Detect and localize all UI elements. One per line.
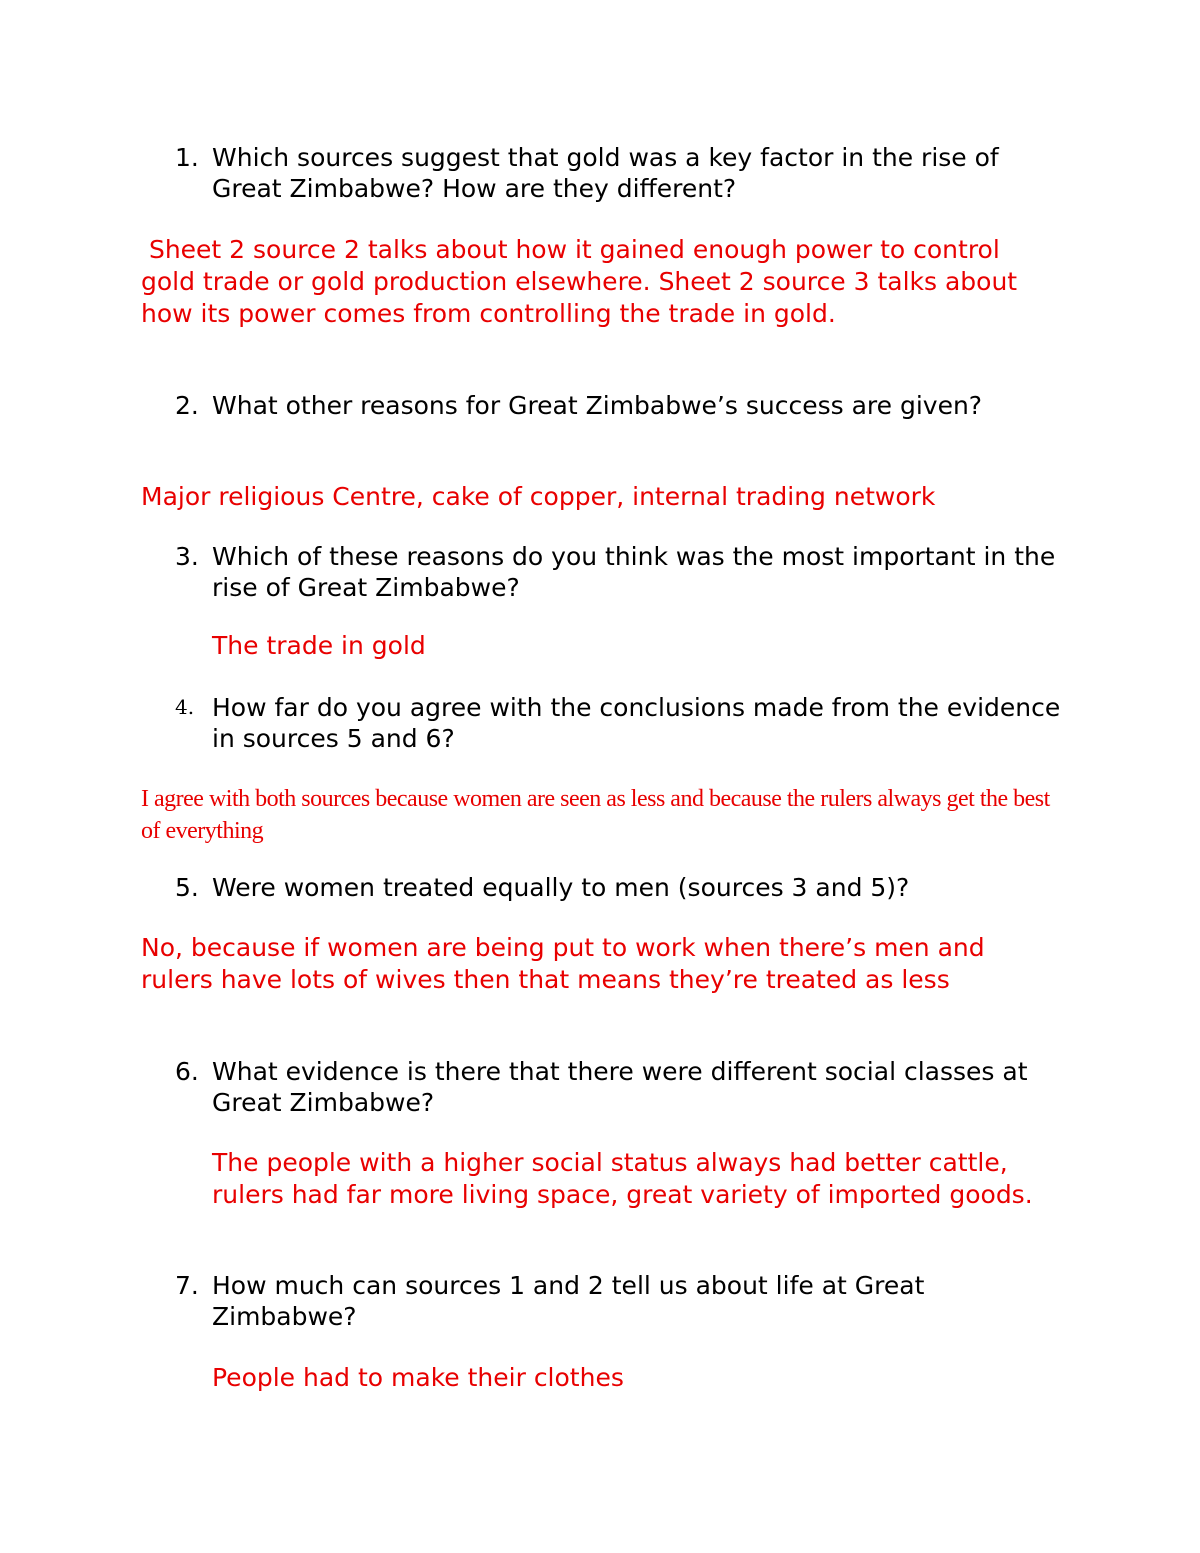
question-3 [175, 541, 1072, 603]
question-number: 2. [175, 391, 199, 420]
question-text: How much can sources 1 and 2 tell us about life at Great Zimbabwe? [212, 1271, 925, 1331]
question-number: 5. [175, 873, 199, 902]
answer-3: The trade in gold [212, 631, 426, 660]
answer-1: Sheet 2 source 2 talks about how it gained enough power to control gold trade or gold production elsewhere. Sheet 2 source 3 talks about how its power comes from controlling the trade in gold. [141, 235, 1026, 328]
question-text: Which of these reasons do you think was the most important in the rise of Great Zimbabwe? [212, 542, 1056, 602]
question-text: How far do you agree with the conclusions made from the evidence in sources 5 and 6? [212, 693, 1061, 753]
question-text: Were women treated equally to men (sources 3 and 5)? [212, 873, 910, 902]
answer-6: The people with a higher social status always had better cattle, rulers had far more living space, great variety of imported goods. [212, 1148, 1033, 1209]
question-7 [175, 1270, 1072, 1332]
question-1 [175, 142, 1072, 204]
question-5 [175, 872, 1072, 903]
question-number: 7. [175, 1271, 199, 1300]
answer-7: People had to make their clothes [212, 1363, 624, 1392]
question-text: What other reasons for Great Zimbabwe’s success are given? [212, 391, 983, 420]
answer-5: No, because if women are being put to work when there’s men and rulers have lots of wives then that means they’re treated as less [141, 933, 985, 994]
answer-4: I agree with both sources because women are seen as less and because the rulers always get the best of everything [141, 786, 1050, 844]
question-4 [175, 692, 1072, 754]
question-6 [175, 1056, 1072, 1118]
question-number: 1. [175, 143, 199, 172]
question-number: 3. [175, 542, 199, 571]
answer-2: Major religious Centre, cake of copper, internal trading network [141, 482, 936, 511]
question-number: 4. [175, 695, 195, 719]
question-number: 6. [175, 1057, 199, 1086]
question-text: Which sources suggest that gold was a key factor in the rise of Great Zimbabwe? How are they different? [212, 143, 999, 203]
question-text: What evidence is there that there were different social classes at Great Zimbabwe? [212, 1057, 1028, 1117]
question-2 [175, 390, 1072, 421]
